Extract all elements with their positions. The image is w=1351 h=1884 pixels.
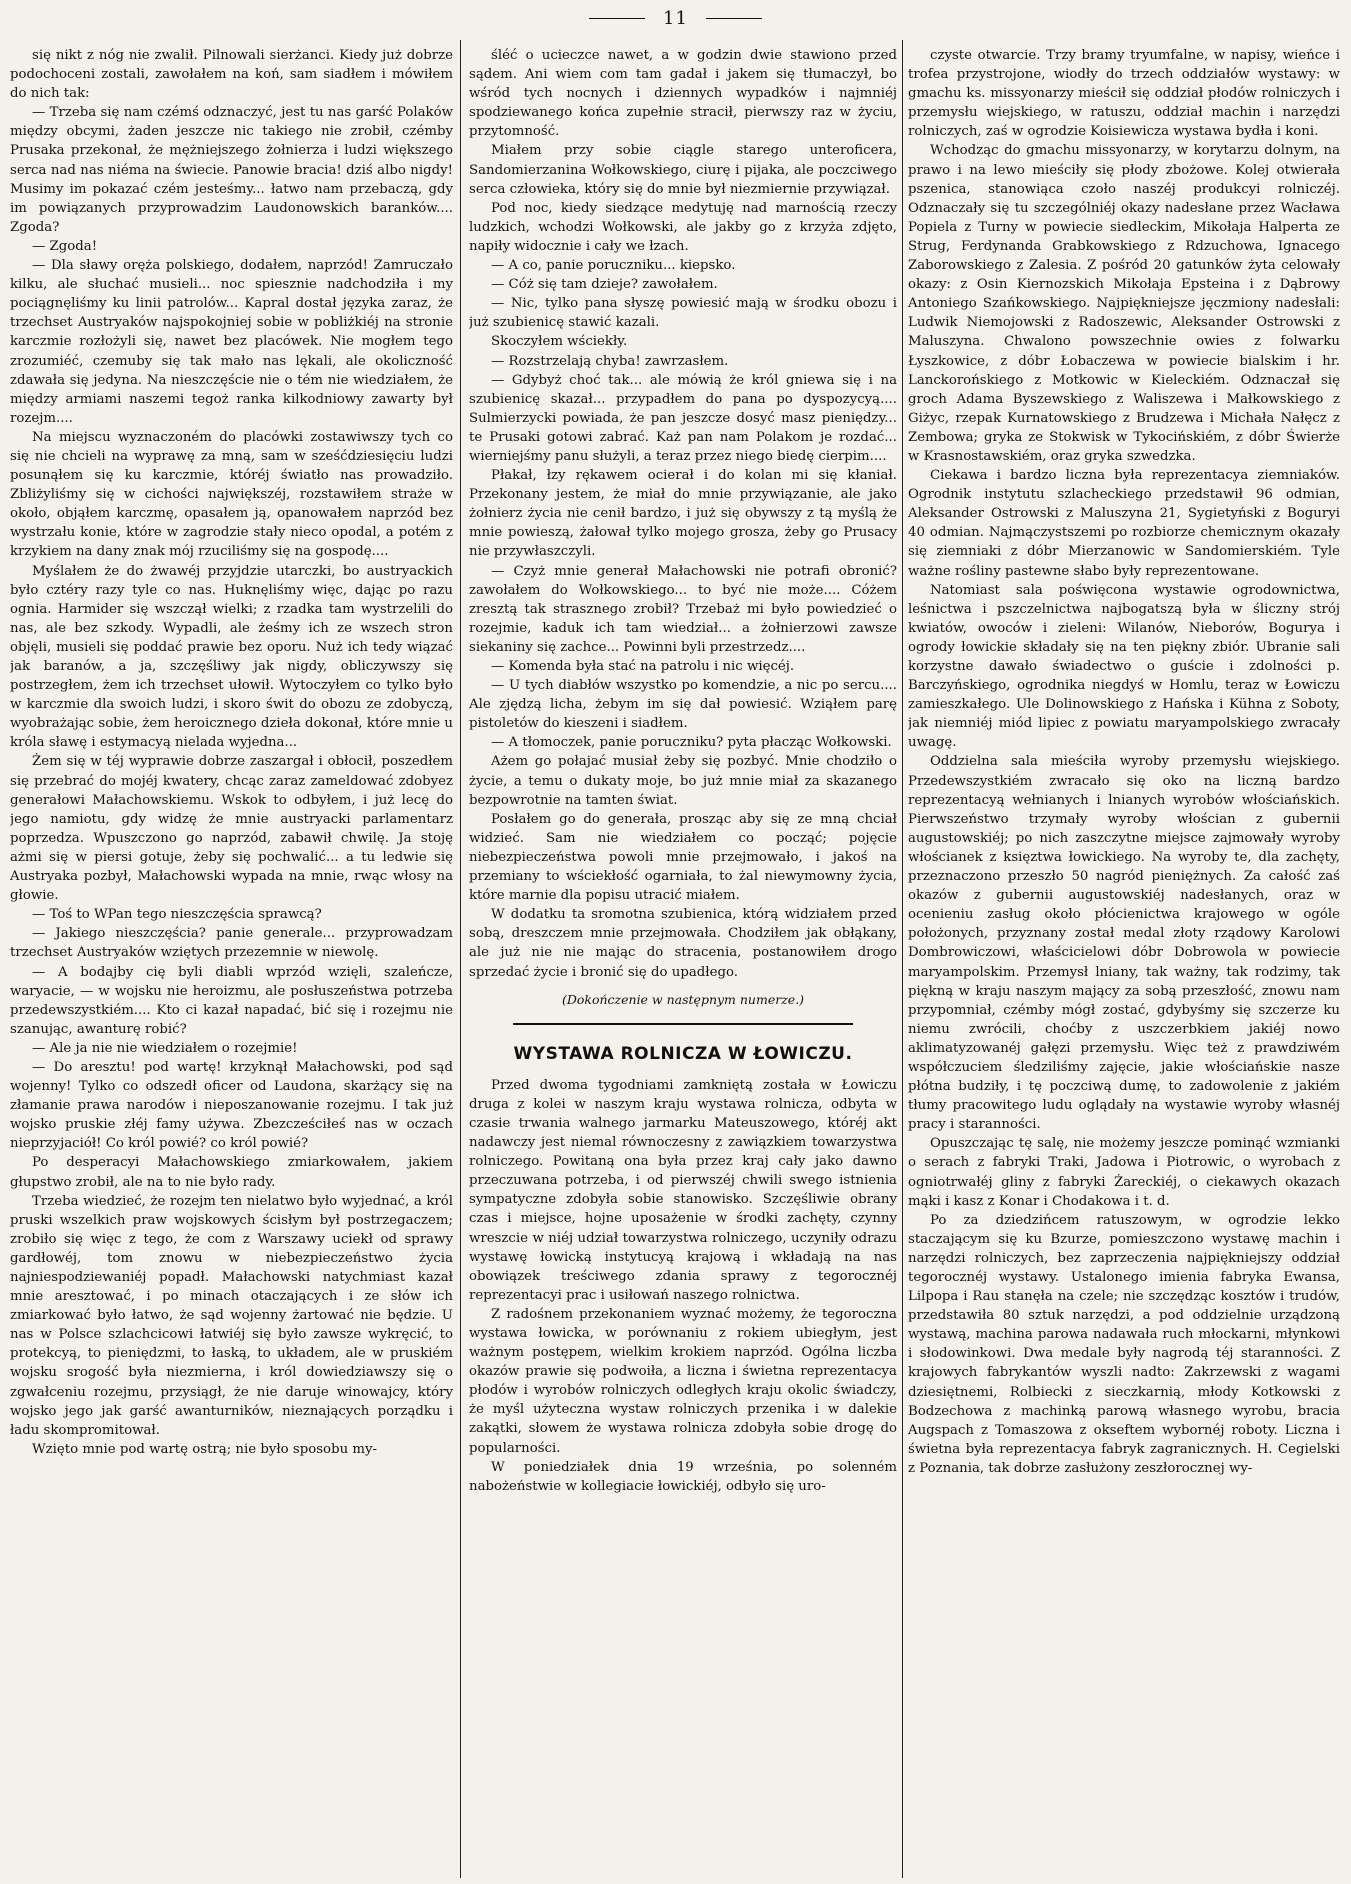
paragraph: — Czyż mnie generał Małachowski nie potrafi obronić? zawołałem do Wołkowskiego... to być nie może.... Cóżem zresztą tak strasznego zrobił? Trzebaż mi było powiedzieć o rozejmie, kaduk ich tam wiedział... a żołnierzowi zawsze siekaniny się zachce... Powinni byli przestrzedz.... [469, 563, 897, 655]
paragraph: Przed dwoma tygodniami zamkniętą została w Łowiczu druga z kolei w naszym kraju wystawa rolnicza, odbyta w czasie trwania walnego jarmarku Mateuszowego, któréj akt nadawczy jest niemal równoczesny z zawiązkiem towarzystwa rolniczego. Powitaną ona była przez kraj cały jako dawno przeczuwana potrzeba, i od pierwszéj chwili swego istnienia sympatyczne zdobyła sobie stanowisko. Szczęśliwie obrany czas i miejsce, hojne uposażenie w środki zachęty, czynny wreszcie w niéj udział towarzystwa rolniczego, uczyniły odrazu wystawę łowicką instytucyą krajową i wkładają na nas obowiązek treściwego zdania sprawy z tegorocznéj reprezentacyi prac i usiłowań naszego rolnictwa. [469, 1077, 897, 1303]
page-header [0, 4, 1351, 32]
paragraph: — Dla sławy oręża polskiego, dodałem, naprzód! Zamruczało kilku, ale słuchać musieli... noc spiesznie nadchodziła i my pociągnęliśmy ku linii patrolów... Kapral dostał języka zaraz, że trzechset Austryaków najspokojniej sobie w pobliżkiéj na stronie karczmie rozłożyli się, nawet bez placówek. Nie mogłem tego zrozumiéć, czemuby się tak mało nas lękali, ale okoliczność zdawała się jedyna. Na nieszczęście nie o tém nie wiedziałem, że między armiami naszemi tegoż ranka kilkodniowy zawarty był rozejm.... [10, 258, 453, 426]
paragraph: Trzeba wiedzieć, że rozejm ten nielatwo było wyjednać, a król pruski wszelkich praw wojskowych ścisłym był postrzegaczem; zrobiło się więc z tego, że com z Warszawy uciekł od sprawy gardłowéj, tom znowu w niebezpieczeństwo życia najniespodziewaniéj popadł. Małachowski natychmiast kazał mnie aresztować, i po minach otaczających i ze słów ich zmiarkować było łatwo, że sąd wojenny żartować nie będzie. U nas w Polsce szlachcicowi łatwiéj się było zawsze wykręcić, to protekcyą, to pieniędzmi, to łaską, to układem, ale w pruskiém wojsku srogość była niezmierna, i król dowiedziawszy się o zgwałceniu rozejmu, przysiągł, że nie daruje winowajcy, który wojsko jego jak garść awanturników, nieznających porządku i ładu skompromitował. [10, 1193, 453, 1438]
paragraph: — Nic, tylko pana słyszę powiesić mają w środku obozu i już szubienicę stawić kazali. [469, 296, 897, 331]
paragraph: Opuszczając tę salę, nie możemy jeszcze pominąć wzmianki o serach z fabryki Traki, Jadowa i Piotrowic, o wyrobach z ogniotrwałéj gliny z fabryki Żareckiéj, o ciekawych okazach mąki i kasz z Konar i Chodakowa i t. d. [908, 1136, 1340, 1209]
paragraph: śléć o ucieczce nawet, a w godzin dwie stawiono przed sądem. Ani wiem com tam gadał i jakem się tłumaczył, bo wśród tych nocnych i dziennych wypadków i najmniéj spodziewanego końca zupełnie stracił, pierwszy raz w życiu, przytomność. [469, 48, 897, 140]
column-divider-1 [460, 40, 461, 1878]
paragraph: Pod noc, kiedy siedzące medytuję nad marnością rzeczy ludzkich, wchodzi Wołkowski, ale jakby go z krzyża zdjęto, napiły widocznie i cały we łzach. [469, 200, 897, 254]
paragraph: — U tych diabłów wszystko po komendzie, a nic po sercu.... Ale zjędzą licha, żebym im się dał powiesić. Wziąłem parę pistoletów do kieszeni i siadłem. [469, 678, 897, 732]
article-title: WYSTAWA ROLNICZA W ŁOWICZU. [513, 1043, 853, 1064]
column-2 [469, 46, 897, 1876]
continuation-note: (Dokończenie w następnym numerze.) [561, 991, 805, 1007]
paragraph: Po za dziedzińcem ratuszowym, w ogrodzie lekko staczającym się ku Bzurze, pomieszczono wystawę machin i narzędzi rolniczych, bez zaprzeczenia najpiękniejszy oddział tegorocznéj wystawy. Ustalonego imienia fabryka Ewansa, Lilpopa i Rau stanęła na czele; nie szczędząc kosztów i trudów, przedstawiła 80 sztuk narzędzi, a pod oddzielnie urządzoną wystawą, machina parowa nadawała ruch młockarni, młynkowi i słodowinkowi. Dwa medale były nagrodą téj staranności. Z krajowych fabrykantów wyszli nadto: Zakrzewski z wagami dziesiętnemi, Rolbiecki z sieczkarnią, młody Kotkowski z Bodzechowa z machinką parową własnego wyrobu, bracia Augspach z Tomaszowa z okseftem wybornéj roboty. Liczna i świetna była reprezentacya fabryk zagranicznych. H. Cegielski z Poznania, tak dobrze zasłużony zeszłorocznej wy- [908, 1212, 1340, 1476]
column-3 [908, 46, 1340, 1876]
paragraph: — Toś to WPan tego nieszczęścia sprawcą? [32, 907, 322, 923]
column-divider-2 [902, 40, 903, 1878]
paragraph: — Trzeba się nam czémś odznaczyć, jest tu nas garść Polaków między obcymi, żaden jeszcze nic takiego nie zrobił, czémby Prusaka przekonał, że mężniejszego żołnierza i ludzi większego serca nad nas niéma na świecie. Panowie bracia! dziś albo nigdy! Musimy im pokazać czém jesteśmy... łatwo nam przebaczą, gdy im powiązanych przyprowadzim Laudonowskich baranków.... Zgoda? [10, 105, 453, 235]
paragraph: — Komenda była stać na patrolu i nic więcéj. [491, 659, 795, 674]
paragraph: Z radośnem przekonaniem wyznać możemy, że tegoroczna wystawa łowicka, w porównaniu z rokiem ubiegłym, jest ważnym postępem, wielkim krokiem naprzód. Ogólna liczba okazów prawie się podwoiła, a liczna i świetna reprezentacya płodów i wyrobów rolniczych odległych kraju okolic świadczy, że myśl użyteczna wystaw rolniczych przenika i w dalekie zakątki, słowem że wystawa rolnicza zdobyła sobie drogę do popularności. [469, 1306, 897, 1456]
paragraph: — Ale ja nie nie wiedziałem o rozejmie! [32, 1040, 298, 1056]
paragraph: W poniedziałek dnia 19 września, po solenném nabożeństwie w kollegiacie łowickiéj, odbyło się uro- [469, 1459, 897, 1494]
page-number: 11 [663, 7, 688, 29]
paragraph: — A tłomoczek, panie poruczniku? pyta płacząc Wołkowski. [491, 735, 892, 751]
paragraph: się nikt z nóg nie zwalił. Pilnowali sierżanci. Kiedy już dobrze podochoceni zostali, zawołałem na koń, sam siadłem i mówiłem do nich tak: [10, 48, 453, 102]
paragraph: czyste otwarcie. Trzy bramy tryumfalne, w napisy, wieńce i trofea przystrojone, wiodły do trzech oddziałów wystawy: w gmachu ks. missyonarzy mieścił się oddział płodów rolniczych i przemysłu wiejskiego, w ratuszu, oddział machin i narzędzi rolniczych, zaś w ogrodzie Koisiewicza wystawa bydła i koni. [908, 48, 1340, 140]
paragraph: — Jakiego nieszczęścia? panie generale... przyprowadzam trzechset Austryaków wziętych przezemnie w niewolę. [10, 926, 453, 961]
paragraph: Wchodząc do gmachu missyonarzy, w korytarzu dolnym, na prawo i na lewo mieściły się płody zbożowe. Kolej otwierała pszenica, stanowiąca czoło naszéj produkcyi rolniczéj. Odznaczały się tu szczególniéj okazy nadesłane przez Wacława Popiela z Turny w powiecie siedleckim, Mikołaja Halperta ze Strug, Ferdynanda Grabkowskiego z Rdzuchowa, Ignacego Zaborowskiego z Zalesia. Z pośród 20 gatunków żyta celowały okazy: z Osin Kiernozskich Mikołaja Epsteina i z Dąbrowy Antoniego Szańkowskiego. Najpiękniejsze jęczmiony nadesłali: Ludwik Niemojowski z Radoszewic, Aleksander Ostrowski z Maluszyna. Chwalono powszechnie owies z folwarku Łyszkowice, z dóbr Łobaczewa w powiecie bialskim i hr. Lanckorońskiego z Motkowic w Kieleckiém. Odznaczał się groch Adama Byszewskiego z Waliszewa i Małkowskiego z Giżyc, rzepak Kurnatowskiego z Brudzewa i Michała Nałęcz z Zembowa; gryka ze Stokwisk w Tykocińskiém, z dóbr Świerże w Krasnostawskiém, oraz gryka szwedzka. [908, 143, 1340, 464]
paragraph: Skoczyłem wściekły. [491, 334, 628, 350]
paragraph: Żem się w téj wyprawie dobrze zaszargał i obłocił, poszedłem się przebrać do mojéj kwatery, chcąc zaraz zameldować zdobyez generałowi Małachowskiemu. Wskok to odbyłem, i już lecę do jego namiotu, gdy widzę że mnie austryacki parlamentarz poprzedza. Wpuszczono go naprzód, zabawił chwilę. Ja stoję ażmi się w piersi gotuje, żeby się pochwalić... a tu ledwie się Austryaka pozbył, Małachowski wypada na mnie, rwąc włosy na głowie. [10, 754, 453, 904]
paragraph: Oddzielna sala mieściła wyroby przemysłu wiejskiego. Przedewszystkiém zwracało się oko na liczną bardzo reprezentacyą wełnianych i lnianych wyrobów włościańskich. Pierwszeństwo trzymały wyroby włościan z gubernii augustowskiéj; po nich zaszczytne miejsce zajmowały wyroby włościanek z księztwa łowickiego. Na wyroby te, dla zachęty, przeznaczono przeszło 50 nagród pieniężnych. Za całość zaś okazów z gubernii augustowskiéj nadesłanych, oraz w ocenieniu zasług około płócienictwa krajowego w ogóle położonych, przyznany został medal złoty rządowy Karolowi Dombrowiczowi, właścicielowi dóbr Dobrowola w powiecie maryampolskim. Przemysł lniany, tak ważny, tak rodzimy, tak piękną w kraju naszym mający za sobą przeszłość, znowu nam przypomniał, czémby mógł zostać, gdybyśmy się szczerze ku niemu zwrócili, choćby z uszczerbkiem jakiéj nowo aklimatyzowanéj gałęzi przemysłu. Więc też z prawdziwém współczuciem śledziliśmy zajęcie, jakie włościańskie nasze płótna budziły, i tę poczciwą dumę, to zadowolenie z jakiém tłumy pracowitego ludu oglądały na wystawie wyroby własnéj pracy i staranności. [908, 754, 1340, 1133]
paragraph: — A co, panie poruczniku... kiepsko. [491, 258, 736, 274]
header-rule-left [589, 18, 645, 19]
paragraph: — Rozstrzelają chyba! zawrzasłem. [491, 353, 729, 369]
header-rule-right [706, 18, 762, 19]
paragraph: — Cóż się tam dzieje? zawołałem. [491, 277, 718, 293]
paragraph: Ażem go połajać musiał żeby się pozbyć. Mnie chodziło o życie, a temu o dukaty moje, bo już mnie miał za skazanego bezpowrotnie na tamten świat. [469, 754, 897, 808]
paragraph: Płakał, łzy rękawem ocierał i do kolan mi się kłaniał. Przekonany jestem, że miał do mnie przywiązanie, ale jako żołnierz życia nie cenił bardzo, i już się obywszy z tą myślą że mnie powieszą, żałował tylko mojego grosza, żeby go Prusacy nie przywłaszczyli. [469, 468, 897, 560]
paragraph: Posłałem go do generała, prosząc aby się ze mną chciał widzieć. Sam nie wiedziałem co począć; pojęcie niebezpieczeństwa powoli mnie przejmowało, i jakoś na przemiany to wściekłość ogarniała, to żal niewymowny życia, które marnie dla popisu utracić miałem. [469, 811, 897, 904]
paragraph: — A bodajby cię byli diabli wprzód wzięli, szaleńcze, waryacie, — w wojsku nie heroizmu, ale posłuszeństwa potrzeba przedewszystkiém.... Kto ci kazał napadać, bić się i rozejmu nie szanując, awanturę robić? [10, 964, 453, 1037]
paragraph: — Do aresztu! pod wartę! krzyknął Małachowski, pod sąd wojenny! Tylko co odszedł oficer od Laudona, skarżący się na złamanie prawa narodów i nieposzanowanie rozejmu. I tak już wojsko pruskie złéj famy używa. Zbezcześciłeś nas w oczach nieprzyjaciół! Co król powié? co król powié? [10, 1059, 453, 1152]
paragraph: W dodatku ta sromotna szubienica, którą widziałem przed sobą, dreszczem mnie przejmowała. Chodziłem jak obłąkany, ale już nie nie mając do stracenia, postanowiłem drogo sprzedać życie i bronić się do upadłego. [469, 907, 897, 980]
column-1 [10, 46, 453, 1876]
article-separator [513, 1023, 853, 1025]
paragraph: Na miejscu wyznaczoném do placówki zostawiwszy tych co się nie chcieli na wyprawę za mną, sam w sześćdziesięciu ludzi posunąłem się ku karczmie, któréj światło nas prowadziło. Zbliżyliśmy się w cichości największéj, rozstawiłem straże w około, objąłem karczmę, opasałem ją, opanowałem naprzód bez wystrzału konie, które w zagrodzie stały nieco opodal, a potém z krzykiem na dany znak mój rzuciliśmy się na gospodę.... [10, 429, 453, 560]
paragraph: Ciekawa i bardzo liczna była reprezentacya ziemniaków. Ogrodnik instytutu szlacheckiego przedstawił 96 odmian, Aleksander Ostrowski z Maluszyna 21, Sygietyński z Boguryi 40 odmian. Najmączystszemi po rozbiorze chemicznym okazały się ziemniaki z dóbr Mierzanowic w Sandomierskiém. Tyle ważne rośliny pastewne słabo były reprezentowane. [908, 468, 1340, 579]
paragraph: Myślałem że do żwawéj przyjdzie utarczki, bo austryackich było cztéry razy tyle co nas. Huknęliśmy więc, dając po razu ognia. Harmider się wszczął wielki; z rzadka tam wystrzelili do nas, ale bez szkody. Wypadli, ale żeśmy ich ze wszech stron objęli, musieli się poddać prawie bez oporu. Nuż ich tedy wiązać jak baranów, a ja, szczęśliwy jak nigdy, obliczywszy się postrzegłem, żem ich trzechset ułowił. Wytoczyłem co tylko było w karczmie dla swoich ludzi, i skoro świt do obozu ze zdobyczą, wyobrażając sobie, żem heroicznego dzieła dokonał, które mnie u króla sławę i estymacyą nielada wyjedna... [10, 563, 453, 751]
paragraph: — Zgoda! [32, 238, 98, 254]
paragraph: Po desperacyi Małachowskiego zmiarkowałem, jakiem głupstwo zrobił, ale na to nie było rady. [10, 1155, 453, 1190]
paragraph: Wzięto mnie pod wartę ostrą; nie było sposobu my- [32, 1441, 377, 1457]
paragraph: — Gdybyż choć tak... ale mówią że król gniewa się i na szubienicę skazał... przypadłem do pana po dyspozycyą.... Sulmierzycki powiada, że pan jeszcze dosyć masz pieniędzy... te Prusaki gotowi zabrać. Każ pan nam Polakom je rozdać... wierniejśmy panu służyli, a teraz przez niego biedę cierpim.... [469, 372, 897, 464]
paragraph: Natomiast sala poświęcona wystawie ogrodownictwa, leśnictwa i pszczelnictwa najbogatszą była w śliczny strój kwiatów, owoców i zieleni: Wilanów, Nieborów, Bogurya i ogrody łowickie składały się na ten piękny zbiór. Ubranie sali korzystne dawało świadectwo o guście i zdolności p. Barczyńskiego, ogrodnika niegdyś w Homlu, teraz w Łowiczu zamieszkałego. Ule Dolinowskiego z Hańska i Kühna z Soboty, jak niemniéj miód lipiec z powiatu maryampolskiego zwracały uwagę. [908, 582, 1340, 751]
paragraph: Miałem przy sobie ciągle starego unteroficera, Sandomierzanina Wołkowskiego, ciurę i pijaka, ale poczciwego serca człowieka, który się do mnie był niezmiernie przywiązał. [469, 143, 897, 197]
